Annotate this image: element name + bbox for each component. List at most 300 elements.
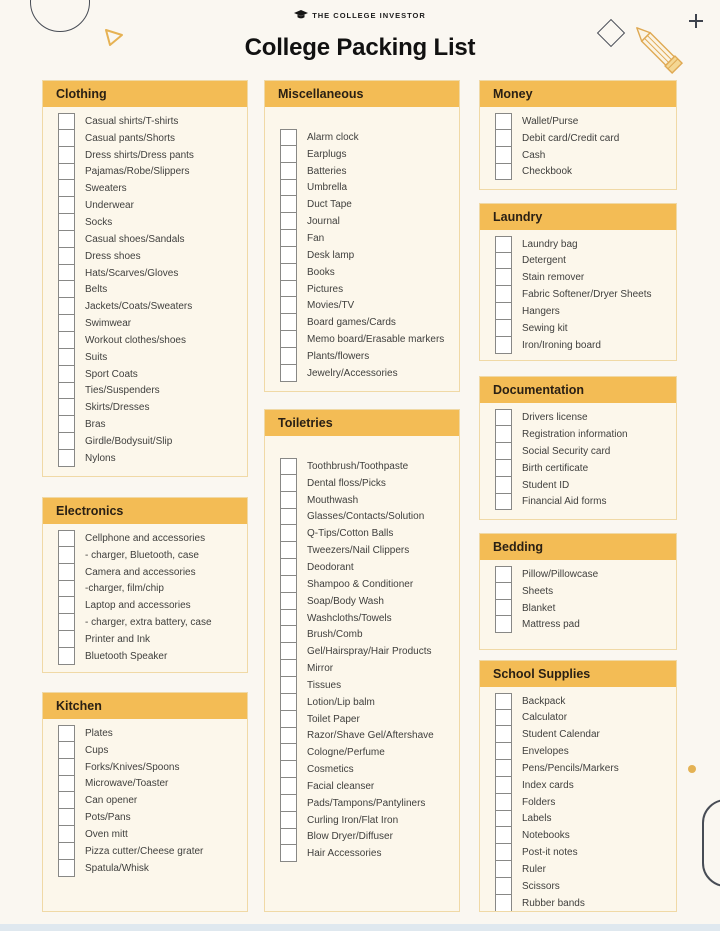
checklist-item-label: Jackets/Coats/Sweaters (85, 301, 193, 313)
checklist-item (280, 163, 459, 180)
checklist-items (480, 403, 676, 510)
checkbox[interactable] (58, 759, 75, 776)
checklist-item-label: Girdle/Bodysuit/Slip (85, 435, 173, 447)
checkbox[interactable] (280, 247, 297, 264)
dot-decoration (688, 765, 696, 773)
section-title: Documentation (480, 377, 676, 403)
checkbox[interactable] (495, 726, 512, 743)
checklist-item-label: Glasses/Contacts/Solution (307, 511, 425, 523)
checklist-item (495, 337, 676, 354)
checklist-item-label: Laptop and accessories (85, 600, 191, 612)
checkbox[interactable] (280, 576, 297, 593)
checklist-items (480, 107, 676, 180)
checklist-item (280, 247, 459, 264)
checklist-item-label: Scissors (522, 880, 560, 892)
checklist-item (58, 248, 247, 265)
checklist-item-label: Books (307, 266, 335, 278)
checklist-item (280, 264, 459, 281)
checklist-item (58, 614, 247, 631)
checklist-item-label: Memo board/Erasable markers (307, 334, 445, 346)
checklist-item-label: Q-Tips/Cotton Balls (307, 528, 394, 540)
checkbox[interactable] (280, 728, 297, 745)
checkbox[interactable] (58, 349, 75, 366)
section-title: Kitchen (43, 693, 247, 719)
checklist-item (280, 509, 459, 526)
checkbox[interactable] (58, 383, 75, 400)
checklist-item-label: Dental floss/Picks (307, 477, 386, 489)
checklist-item-label: Pads/Tampons/Pantyliners (307, 797, 426, 809)
checklist-item-label: Batteries (307, 165, 347, 177)
checklist-item-label: Pictures (307, 283, 344, 295)
checklist-item-label: Board games/Cards (307, 317, 396, 329)
checkbox[interactable] (495, 443, 512, 460)
checklist-item (280, 576, 459, 593)
checklist-item-label: Toilet Paper (307, 713, 360, 725)
checklist-item-label: Tissues (307, 679, 342, 691)
checkbox[interactable] (495, 337, 512, 354)
checkbox[interactable] (495, 844, 512, 861)
checkbox[interactable] (280, 492, 297, 509)
checklist-item-label: Can opener (85, 795, 138, 807)
checklist-item-label: Detergent (522, 255, 566, 267)
checklist-item-label: Plates (85, 727, 113, 739)
checkbox[interactable] (58, 164, 75, 181)
checklist-item (58, 725, 247, 742)
checkbox[interactable] (495, 760, 512, 777)
checkbox[interactable] (280, 829, 297, 846)
checklist-item (58, 298, 247, 315)
checkbox[interactable] (495, 460, 512, 477)
checkbox[interactable] (58, 433, 75, 450)
checklist-item (495, 269, 676, 286)
checkbox[interactable] (280, 146, 297, 163)
checklist-item (495, 710, 676, 727)
checklist-item (280, 744, 459, 761)
checklist-item-label: Shampoo & Conditioner (307, 578, 414, 590)
checklist-item (495, 164, 676, 181)
checkbox[interactable] (58, 147, 75, 164)
checklist-item (58, 450, 247, 467)
checkbox[interactable] (280, 297, 297, 314)
checklist-item-label: - charger, extra battery, case (85, 617, 212, 629)
checklist-item-label: Sewing kit (522, 322, 568, 334)
checklist-item-label: Pizza cutter/Cheese grater (85, 845, 204, 857)
checklist-item-label: Ruler (522, 864, 546, 876)
checkbox[interactable] (58, 547, 75, 564)
checkbox[interactable] (280, 660, 297, 677)
checkbox[interactable] (280, 542, 297, 559)
checklist-item (58, 214, 247, 231)
checklist-item (58, 130, 247, 147)
checkbox[interactable] (280, 180, 297, 197)
section-school-supplies (479, 660, 677, 912)
checklist-item (280, 314, 459, 331)
checkbox[interactable] (58, 614, 75, 631)
checkbox[interactable] (280, 509, 297, 526)
checkbox[interactable] (58, 214, 75, 231)
checklist-item (280, 660, 459, 677)
checkbox[interactable] (280, 365, 297, 382)
checklist-item (495, 477, 676, 494)
checklist-item (495, 777, 676, 794)
checklist-items (43, 524, 247, 665)
checkbox[interactable] (58, 281, 75, 298)
checklist-items (265, 107, 459, 382)
checkbox[interactable] (495, 583, 512, 600)
checkbox[interactable] (280, 230, 297, 247)
checkbox[interactable] (280, 795, 297, 812)
checklist-item (280, 812, 459, 829)
checkbox[interactable] (495, 861, 512, 878)
section-money (479, 80, 677, 190)
checklist-item (280, 146, 459, 163)
checkbox[interactable] (58, 231, 75, 248)
checklist-item-label: Underwear (85, 200, 134, 212)
checklist-item-label: Calculator (522, 712, 568, 724)
checkbox[interactable] (280, 761, 297, 778)
checklist-item-label: Hangers (522, 306, 560, 318)
checklist-item-label: Social Security card (522, 445, 611, 457)
checklist-item (280, 677, 459, 694)
section-title: Laundry (480, 204, 676, 230)
checklist-item (280, 230, 459, 247)
checkbox[interactable] (495, 253, 512, 270)
checklist-item-label: Alarm clock (307, 131, 359, 143)
checklist-item (58, 113, 247, 130)
checkbox[interactable] (495, 164, 512, 181)
checklist-item (280, 458, 459, 475)
checklist-item-label: Casual shoes/Sandals (85, 233, 185, 245)
checklist-item-label: Student Calendar (522, 729, 600, 741)
checklist-item-label: Folders (522, 796, 556, 808)
checklist-item-label: Cash (522, 149, 546, 161)
checklist-item-label: Curling Iron/Flat Iron (307, 814, 399, 826)
section-electronics (42, 497, 248, 673)
column-left (42, 80, 248, 912)
page-title: College Packing List (244, 34, 476, 61)
checkbox[interactable] (280, 643, 297, 660)
checkbox[interactable] (495, 777, 512, 794)
checklist-item-label: Workout clothes/shoes (85, 334, 186, 346)
checklist-item (495, 460, 676, 477)
checkbox[interactable] (495, 693, 512, 710)
checkbox[interactable] (58, 631, 75, 648)
checklist-item (58, 265, 247, 282)
checkbox[interactable] (58, 416, 75, 433)
checkbox[interactable] (280, 525, 297, 542)
checklist-item-label: Brush/Comb (307, 629, 363, 641)
checkbox[interactable] (280, 559, 297, 576)
checkbox[interactable] (58, 366, 75, 383)
checklist-item-label: Suits (85, 351, 108, 363)
checkbox[interactable] (58, 248, 75, 265)
checkbox[interactable] (58, 809, 75, 826)
checkbox[interactable] (58, 399, 75, 416)
checklist-item-label: Earplugs (307, 148, 347, 160)
checklist-item (495, 794, 676, 811)
checkbox[interactable] (58, 597, 75, 614)
checklist-item-label: Casual pants/Shorts (85, 132, 176, 144)
checkbox[interactable] (58, 113, 75, 130)
checkbox[interactable] (58, 564, 75, 581)
checklist-item-label: Pens/Pencils/Markers (522, 762, 619, 774)
checklist-item-label: Pajamas/Robe/Slippers (85, 166, 190, 178)
checklist-item (495, 303, 676, 320)
checklist-item-label: Cellphone and accessories (85, 532, 206, 544)
checklist-item (495, 811, 676, 828)
checklist-items (480, 560, 676, 633)
checklist-item (280, 845, 459, 862)
checkbox[interactable] (58, 180, 75, 197)
checkbox[interactable] (495, 794, 512, 811)
checklist-item-label: Rubber bands (522, 897, 585, 909)
checklist-item-label: Envelopes (522, 746, 569, 758)
checkbox[interactable] (280, 196, 297, 213)
checklist-item-label: Umbrella (307, 182, 348, 194)
checklist-item (280, 475, 459, 492)
checklist-item-label: Forks/Knives/Spoons (85, 761, 180, 773)
section-title: Miscellaneous (265, 81, 459, 107)
column-middle (264, 80, 460, 912)
checklist-item (58, 433, 247, 450)
checklist-items (480, 230, 676, 354)
checkbox[interactable] (280, 163, 297, 180)
checklist-item-label: Tweezers/Nail Clippers (307, 545, 410, 557)
checkbox[interactable] (280, 593, 297, 610)
checkbox[interactable] (495, 566, 512, 583)
checklist-item (495, 426, 676, 443)
checkbox[interactable] (58, 648, 75, 665)
checkbox[interactable] (58, 792, 75, 809)
checklist-item (58, 147, 247, 164)
checklist-item (58, 180, 247, 197)
checklist-item (280, 180, 459, 197)
section-bedding (479, 533, 677, 650)
checklist-item-label: Camera and accessories (85, 566, 196, 578)
checkbox[interactable] (280, 331, 297, 348)
checklist-item-label: Index cards (522, 779, 574, 791)
checklist-item (495, 861, 676, 878)
checklist-item-label: Dress shirts/Dress pants (85, 149, 194, 161)
checklist-item-label: Sport Coats (85, 368, 138, 380)
checkbox[interactable] (58, 725, 75, 742)
checklist-item (58, 648, 247, 665)
column-right (479, 80, 677, 912)
checklist-item (58, 416, 247, 433)
checkbox[interactable] (280, 475, 297, 492)
checklist-item-label: Fabric Softener/Dryer Sheets (522, 289, 652, 301)
checklist-item-label: Wallet/Purse (522, 115, 579, 127)
checkbox[interactable] (58, 298, 75, 315)
checkbox[interactable] (280, 213, 297, 230)
checklist-item-label: Sweaters (85, 183, 127, 195)
checklist-item (280, 829, 459, 846)
checkbox[interactable] (280, 778, 297, 795)
checkbox[interactable] (495, 320, 512, 337)
checklist-item-label: Gel/Hairspray/Hair Products (307, 646, 432, 658)
checkbox[interactable] (280, 677, 297, 694)
checklist-item (280, 492, 459, 509)
checkbox[interactable] (280, 626, 297, 643)
checklist-item (58, 530, 247, 547)
checkbox[interactable] (280, 314, 297, 331)
checklist-item (495, 320, 676, 337)
section-miscellaneous (264, 80, 460, 392)
checklist-items (265, 436, 459, 862)
section-clothing (42, 80, 248, 477)
checkbox[interactable] (58, 315, 75, 332)
checklist-item-label: Post-it notes (522, 847, 578, 859)
checkbox[interactable] (58, 581, 75, 598)
checklist-item-label: Hats/Scarves/Gloves (85, 267, 179, 279)
checklist-item (495, 616, 676, 633)
checklist-item-label: Iron/Ironing board (522, 339, 601, 351)
checkbox[interactable] (58, 450, 75, 467)
checklist-item (495, 583, 676, 600)
checklist-item-label: Ties/Suspenders (85, 385, 160, 397)
checklist-item-label: Casual shirts/T-shirts (85, 115, 179, 127)
checkbox[interactable] (58, 860, 75, 877)
checklist-item-label: Socks (85, 216, 113, 228)
checkbox[interactable] (495, 236, 512, 253)
checklist-item-label: Toothbrush/Toothpaste (307, 460, 409, 472)
checklist-item-label: Pillow/Pillowcase (522, 568, 599, 580)
checklist-item (280, 643, 459, 660)
checklist-item (280, 711, 459, 728)
checklist-item-label: Journal (307, 216, 340, 228)
checkbox[interactable] (58, 843, 75, 860)
checklist-item-label: Notebooks (522, 830, 570, 842)
checklist-item-label: Student ID (522, 479, 570, 491)
checklist-item-label: Deodorant (307, 561, 354, 573)
checkbox[interactable] (280, 694, 297, 711)
checklist-item-label: Cosmetics (307, 764, 354, 776)
checklist-item (495, 286, 676, 303)
checklist-item (280, 626, 459, 643)
checkbox[interactable] (495, 130, 512, 147)
section-kitchen (42, 692, 248, 912)
section-title: Clothing (43, 81, 247, 107)
checkbox[interactable] (58, 530, 75, 547)
checkbox[interactable] (495, 426, 512, 443)
checkbox[interactable] (58, 197, 75, 214)
checklist-item-label: Stain remover (522, 272, 585, 284)
checklist-item (58, 366, 247, 383)
checkbox[interactable] (58, 776, 75, 793)
checklist-item (58, 631, 247, 648)
checkbox[interactable] (58, 265, 75, 282)
checklist-item (280, 365, 459, 382)
checklist-item-label: Belts (85, 284, 108, 296)
checklist-item (280, 694, 459, 711)
graduation-cap-icon (294, 10, 308, 20)
checkbox[interactable] (495, 494, 512, 511)
checklist-item-label: Registration information (522, 429, 628, 441)
checklist-item-label: Razor/Shave Gel/Aftershave (307, 730, 434, 742)
checkbox[interactable] (280, 348, 297, 365)
checkbox[interactable] (495, 286, 512, 303)
checkbox[interactable] (495, 827, 512, 844)
checklist-items (43, 719, 247, 877)
checklist-item-label: Soap/Body Wash (307, 595, 384, 607)
checkbox[interactable] (58, 742, 75, 759)
checklist-item-label: Washcloths/Towels (307, 612, 392, 624)
checklist-item (58, 860, 247, 877)
checklist-item-label: Cologne/Perfume (307, 747, 385, 759)
checkbox[interactable] (58, 332, 75, 349)
checklist-item-label: Laundry bag (522, 238, 578, 250)
checklist-item (495, 878, 676, 895)
checklist-item (58, 564, 247, 581)
checklist-item-label: Cups (85, 744, 109, 756)
checklist-item (58, 332, 247, 349)
checklist-item (280, 795, 459, 812)
checklist-item-label: Mouthwash (307, 494, 359, 506)
checklist-item-label: Financial Aid forms (522, 496, 607, 508)
checklist-item-label: Movies/TV (307, 300, 355, 312)
checklist-item-label: Duct Tape (307, 199, 352, 211)
checkbox[interactable] (58, 826, 75, 843)
checklist-item-label: - charger, Bluetooth, case (85, 549, 199, 561)
checklist-item-label: Mirror (307, 663, 334, 675)
checkbox[interactable] (495, 811, 512, 828)
checkbox[interactable] (495, 409, 512, 426)
checklist-item (58, 547, 247, 564)
checkbox[interactable] (495, 616, 512, 633)
section-documentation (479, 376, 677, 520)
checkbox[interactable] (495, 477, 512, 494)
checklist-item (280, 610, 459, 627)
checkbox[interactable] (495, 113, 512, 130)
checklist-item (280, 281, 459, 298)
checkbox[interactable] (280, 281, 297, 298)
checklist-item-label: -charger, film/chip (85, 583, 164, 595)
section-title: Toiletries (265, 410, 459, 436)
checkbox[interactable] (280, 845, 297, 862)
section-laundry (479, 203, 677, 362)
checkbox[interactable] (495, 269, 512, 286)
checklist-item (280, 297, 459, 314)
checklist-columns (42, 80, 677, 912)
checkbox[interactable] (280, 129, 297, 146)
checklist-item (58, 581, 247, 598)
checkbox[interactable] (495, 878, 512, 895)
checklist-item-label: Skirts/Dresses (85, 402, 150, 414)
checkbox[interactable] (495, 147, 512, 164)
checkbox[interactable] (280, 744, 297, 761)
checklist-item (58, 164, 247, 181)
checkbox[interactable] (495, 303, 512, 320)
section-toiletries (264, 409, 460, 912)
checkbox[interactable] (495, 743, 512, 760)
checkbox[interactable] (280, 610, 297, 627)
checkbox[interactable] (495, 710, 512, 727)
checklist-item-label: Backpack (522, 695, 566, 707)
checkbox[interactable] (495, 895, 512, 912)
checkbox[interactable] (280, 264, 297, 281)
checklist-item (495, 236, 676, 253)
checkbox[interactable] (280, 458, 297, 475)
checklist-item (280, 331, 459, 348)
checklist-item (58, 792, 247, 809)
checkbox[interactable] (280, 812, 297, 829)
checkbox[interactable] (280, 711, 297, 728)
checklist-item-label: Facial cleanser (307, 780, 375, 792)
checkbox[interactable] (58, 130, 75, 147)
checklist-item-label: Birth certificate (522, 462, 589, 474)
checklist-item (58, 809, 247, 826)
checkbox[interactable] (495, 600, 512, 617)
